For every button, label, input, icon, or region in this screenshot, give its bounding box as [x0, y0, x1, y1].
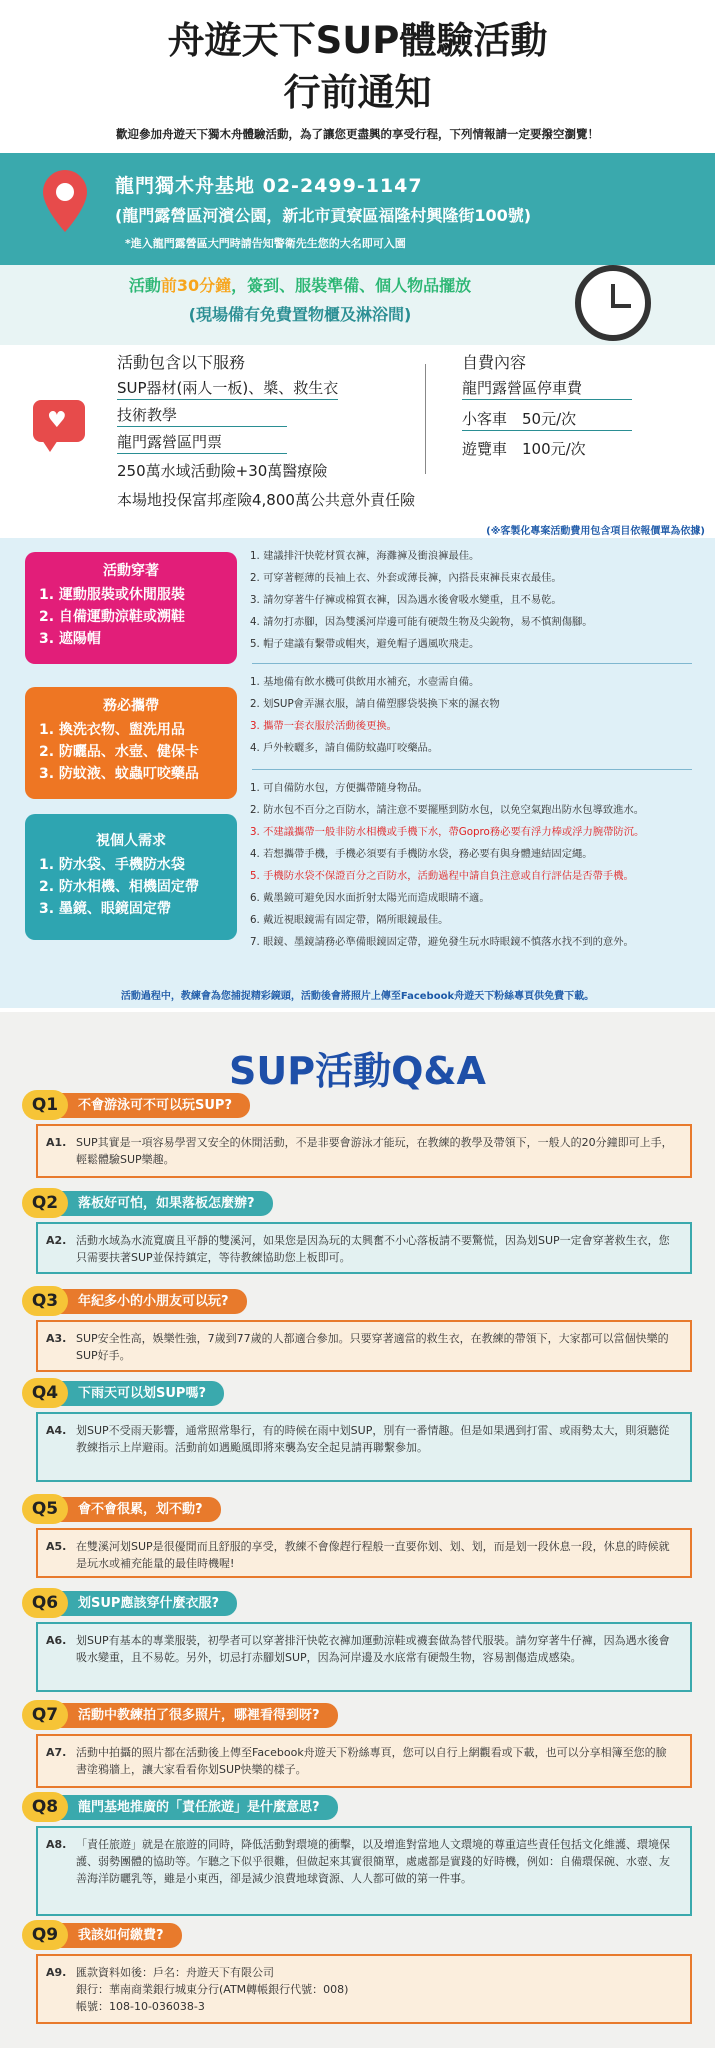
- must-bring-box: [25, 687, 237, 799]
- tips-divider: [252, 663, 692, 664]
- bring-tip: 4. 戶外較曬多，請自備防蚊蟲叮咬藥品。: [250, 742, 439, 754]
- map-pin-icon: [43, 170, 87, 232]
- attire-tip: 1. 建議排汗快乾材質衣褲，海灘褲及衝浪褲最佳。: [250, 550, 480, 562]
- page-subtitle: 行前通知: [283, 71, 432, 114]
- answer-box: [36, 1222, 692, 1274]
- location-name-phone: 龍門獨木舟基地 02-2499-1147: [115, 175, 423, 197]
- answer-text: 划SUP有基本的專業服裝，初學者可以穿著排汗快乾衣褲加運動涼鞋或襪套做為替代服裝。請勿穿著牛仔褲，因為遇水後會吸水變重，且不易乾。另外，切忌打赤腳划SUP，因為河岸邊及水底常有硬殼生物，容易割傷造成感染。: [76, 1634, 670, 1664]
- question-text: 龍門基地推廣的「責任旅遊」是什麼意思?: [60, 1795, 338, 1820]
- insurance-text: 本場地投保富邦產險4,800萬公共意外責任險: [117, 491, 415, 509]
- must-bring-item: 3. 防蚊液、蚊蟲叮咬藥品: [39, 766, 199, 782]
- bring-tip: 1. 基地備有飲水機可供飲用水補充，水壺需自備。: [250, 676, 480, 688]
- question-text: 我該如何繳費?: [60, 1923, 182, 1948]
- qa-item: [22, 1920, 692, 2030]
- answer-box: [36, 1622, 692, 1692]
- question-text: 不會游泳可不可以玩SUP?: [60, 1093, 250, 1118]
- attire-item: 1. 運動服裝或休閒服裝: [39, 587, 185, 603]
- custom-project-note: (※客製化專案活動費用包含項目依報價單為依據): [486, 526, 705, 537]
- qa-item: [22, 1090, 692, 1184]
- qa-item: [22, 1588, 692, 1698]
- question-number-badge: Q1: [22, 1090, 68, 1120]
- self-pay-item: 遊覽車 100元/次: [462, 440, 586, 458]
- optional-tip: 6. 戴近視眼鏡需有固定帶，隔所眼鏡最佳。: [250, 914, 449, 926]
- qa-item: [22, 1494, 692, 1584]
- optional-item: 2. 防水相機、相機固定帶: [39, 879, 199, 895]
- optional-tip: 3. 不建議攜帶一般非防水相機或手機下水，帶Gopro務必要有浮力棒或浮力腕帶防沉。: [250, 826, 645, 838]
- answer-label: A9.: [46, 1966, 67, 1979]
- optional-item: 3. 墨鏡、眼鏡固定帶: [39, 901, 171, 917]
- must-bring-box-title: 務必攜帶: [103, 698, 159, 714]
- included-item: 龍門露營區門票: [117, 431, 287, 454]
- answer-label: A8.: [46, 1838, 67, 1851]
- self-pay-title: 自費內容: [462, 353, 527, 372]
- qa-item: [22, 1188, 692, 1280]
- included-item: 技術教學: [117, 404, 287, 427]
- qa-item: [22, 1792, 692, 1922]
- self-pay-item: 龍門露營區停車費: [462, 377, 632, 400]
- optional-tip: 7. 眼鏡、墨鏡請務必準備眼鏡固定帶，避免發生玩水時眼鏡不慎落水找不到的意外。: [250, 936, 634, 948]
- answer-label: A6.: [46, 1634, 67, 1647]
- answer-text: SUP安全性高，娛樂性強，7歲到77歲的人都適合參加。只要穿著適當的救生衣，在教練的帶領下，大家都可以當個快樂的SUP好手。: [76, 1332, 669, 1362]
- location-entry-note: *進入龍門露營區大門時請告知警衛先生您的大名即可入園: [125, 237, 406, 250]
- answer-label: A4.: [46, 1424, 67, 1437]
- included-item: 250萬水域活動險+30萬醫療險: [117, 462, 328, 480]
- tips-divider: [252, 769, 692, 770]
- location-address: (龍門露營區河濱公園，新北市貢寮區福隆村興隆街100號): [115, 206, 532, 225]
- question-text: 划SUP應該穿什麼衣服?: [60, 1591, 237, 1616]
- answer-box: [36, 1124, 692, 1178]
- question-number-badge: Q3: [22, 1286, 68, 1316]
- qa-item: [22, 1700, 692, 1794]
- answer-line: 帳號：108-10-036038-3: [76, 2000, 205, 2013]
- optional-box-title: 視個人需求: [96, 833, 166, 849]
- photo-note: 活動過程中，教練會為您捕捉精彩鏡頭，活動後會將照片上傳至Facebook舟遊天下粉絲專頁供免費下載。: [120, 991, 595, 1002]
- attire-item: 3. 遮陽帽: [39, 631, 101, 647]
- question-number-badge: Q6: [22, 1588, 68, 1618]
- question-number-badge: Q9: [22, 1920, 68, 1950]
- answer-label: A1.: [46, 1136, 67, 1149]
- question-number-badge: Q5: [22, 1494, 68, 1524]
- attire-item: 2. 自備運動涼鞋或溯鞋: [39, 609, 185, 625]
- heart-icon: ♥: [47, 408, 67, 433]
- question-number-badge: Q2: [22, 1188, 68, 1218]
- attire-tip: 5. 帽子建議有繫帶或帽夾，避免帽子遇風吹飛走。: [250, 638, 480, 650]
- self-pay-item: 小客車 50元/次: [462, 408, 632, 431]
- answer-box: [36, 1320, 692, 1372]
- optional-box: [25, 814, 237, 940]
- answer-text: 「責任旅遊」就是在旅遊的同時，降低活動對環境的衝擊，以及增進對當地人文環境的尊重這些責任包括文化維護、環境保護、弱勢團體的協助等。乍聽之下似乎很難，但做起來其實很簡單，處處都是實踐的好時機，例如：自備環保碗、水壺、友善海洋防曬乳等，雖是小東西，卻是減少浪費地球資源、人人都可做的第一件事。: [76, 1838, 670, 1885]
- optional-tip: 2. 防水包不百分之百防水，請注意不要擺壓到防水包，以免空氣跑出防水包導致進水。: [250, 804, 645, 816]
- arrival-facilities: (現場備有免費置物櫃及淋浴間): [188, 305, 412, 324]
- answer-line: 銀行：華南商業銀行城東分行(ATM轉帳銀行代號：008): [76, 1983, 349, 1996]
- qa-title: SUP活動Q&A: [229, 1049, 486, 1093]
- answer-box: [36, 1734, 692, 1788]
- optional-tip: 5. 手機防水袋不保證百分之百防水，活動過程中請自負注意或自行評估是否帶手機。: [250, 870, 634, 882]
- answer-text: 划SUP不受雨天影響，通常照常舉行，有的時候在雨中划SUP，別有一番情趣。但是如果遇到打雷、或雨勢太大，則須聽從教練指示上岸避雨。活動前如遇颱風即將來襲為安全起見請再聯繫參加。: [76, 1424, 670, 1454]
- question-text: 下雨天可以划SUP嗎?: [60, 1381, 224, 1406]
- question-number-badge: Q7: [22, 1700, 68, 1730]
- answer-line: 匯款資料如後：戶名：舟遊天下有限公司: [76, 1966, 274, 1979]
- arrival-line: 活動前30分鐘，簽到、服裝準備、個人物品擺放: [128, 276, 472, 295]
- services-divider: [425, 364, 426, 474]
- answer-text: 在雙溪河划SUP是很優閒而且舒服的享受，教練不會像趕行程般一直要你划、划、划，而是划一段休息一段，休息的時候就是玩水或補充能量的最佳時機喔!: [76, 1540, 670, 1570]
- attire-box: [25, 552, 237, 664]
- included-item: SUP器材(兩人一板)、槳、救生衣: [117, 377, 338, 400]
- answer-label: A5.: [46, 1540, 67, 1553]
- bring-tip: 2. 划SUP會弄濕衣服，請自備塑膠袋裝換下來的濕衣物: [250, 698, 500, 710]
- answer-label: A7.: [46, 1746, 67, 1759]
- answer-label: A3.: [46, 1332, 67, 1345]
- optional-tip: 1. 可自備防水包，方便攜帶隨身物品。: [250, 782, 428, 794]
- question-text: 活動中教練拍了很多照片，哪裡看得到呀?: [60, 1703, 338, 1728]
- answer-box: [36, 1826, 692, 1916]
- question-number-badge: Q8: [22, 1792, 68, 1822]
- optional-tip: 6. 戴墨鏡可避免因水面折射太陽光而造成眼睛不適。: [250, 892, 490, 904]
- question-text: 落板好可怕，如果落板怎麼辦?: [60, 1191, 273, 1216]
- intro-text: 歡迎參加舟遊天下獨木舟體驗活動，為了讓您更盡興的享受行程，下列情報請一定要撥空瀏覽！: [116, 127, 599, 141]
- attire-tip: 3. 請勿穿著牛仔褲或棉質衣褲，因為遇水後會吸水變重，且不易乾。: [250, 594, 562, 606]
- must-bring-item: 2. 防曬品、水壺、健保卡: [39, 744, 199, 760]
- attire-box-title: 活動穿著: [103, 563, 159, 579]
- must-bring-item: 1. 換洗衣物、盥洗用品: [39, 722, 185, 738]
- answer-box: [36, 1954, 692, 2024]
- answer-text: 活動水域為水流寬廣且平靜的雙溪河，如果您是因為玩的太興奮不小心落板請不要驚慌，因為划SUP一定會穿著救生衣，您只需要扶著SUP並保持鎮定，等待教練協助您上板即可。: [76, 1234, 670, 1264]
- attire-tip: 4. 請勿打赤腳，因為雙溪河岸邊可能有硬殼生物及尖銳物，易不慎割傷腳。: [250, 616, 593, 628]
- page-title: 舟遊天下SUP體驗活動: [167, 19, 548, 62]
- qa-item: [22, 1286, 692, 1378]
- answer-text: 活動中拍攝的照片都在活動後上傳至Facebook舟遊天下粉絲專頁，您可以自行上網觀看或下載，也可以分享相簿至您的臉書塗鴉牆上，讓大家看看你划SUP快樂的樣子。: [76, 1746, 667, 1776]
- bring-tip: 3. 攜帶一套衣服於活動後更換。: [250, 720, 397, 732]
- answer-text: SUP其實是一項容易學習又安全的休閒活動，不是非要會游泳才能玩，在教練的教學及帶領下，一般人的20分鐘即可上手，輕鬆體驗SUP樂趣。: [76, 1136, 673, 1166]
- qa-item: [22, 1378, 692, 1488]
- answer-label: A2.: [46, 1234, 67, 1247]
- optional-item: 1. 防水袋、手機防水袋: [39, 857, 185, 873]
- attire-tip: 2. 可穿著輕薄的長袖上衣、外套或薄長褲，內搭長束褲長束衣最佳。: [250, 572, 562, 584]
- clock-icon: [575, 265, 651, 341]
- included-title: 活動包含以下服務: [117, 353, 246, 372]
- question-text: 會不會很累，划不動?: [60, 1497, 221, 1522]
- question-text: 年紀多小的小朋友可以玩?: [60, 1289, 247, 1314]
- optional-tip: 4. 若想攜帶手機，手機必須要有手機防水袋，務必要有與身體連結固定繩。: [250, 848, 593, 860]
- answer-box: [36, 1412, 692, 1482]
- answer-box: [36, 1528, 692, 1578]
- question-number-badge: Q4: [22, 1378, 68, 1408]
